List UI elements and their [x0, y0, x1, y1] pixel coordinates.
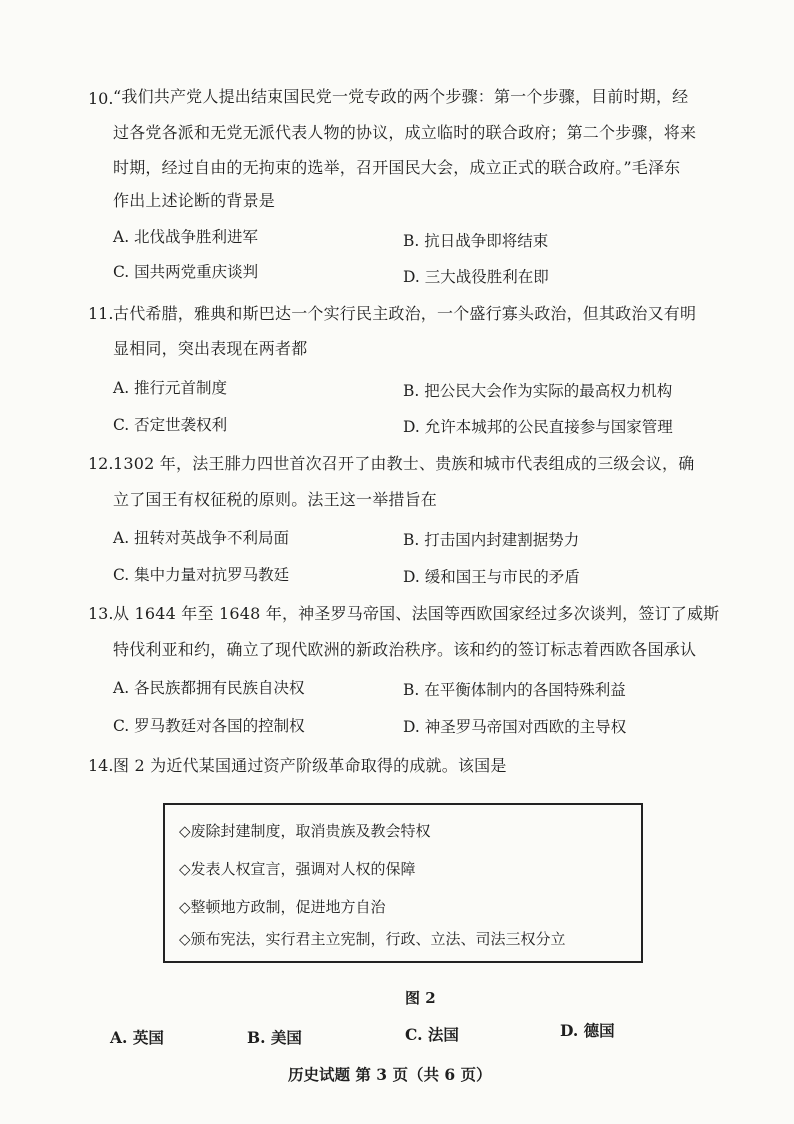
- option-c: C. 国共两党重庆谈判: [113, 263, 259, 281]
- option-d: D. 允许本城邦的公民直接参与国家管理: [403, 418, 673, 436]
- option-d: D. 缓和国王与市民的矛盾: [403, 568, 580, 586]
- question-number: 14.: [88, 756, 114, 775]
- option-a: A. 推行元首制度: [113, 379, 228, 397]
- option-b: B. 在平衡体制内的各国特殊利益: [403, 681, 626, 699]
- option-b: B. 把公民大会作为实际的最高权力机构: [403, 382, 673, 400]
- question-stem-line: 1302 年，法王腓力四世首次召开了由教士、贵族和城市代表组成的三级会议，确: [113, 454, 695, 473]
- figure-item: ◇整顿地方政制，促进地方自治: [179, 898, 386, 916]
- question-stem-line: 作出上述论断的背景是: [113, 191, 276, 210]
- question-number: 12.: [88, 454, 114, 473]
- question-number: 13.: [88, 604, 114, 623]
- option-d: D. 德国: [560, 1021, 615, 1040]
- option-b: B. 美国: [247, 1028, 302, 1047]
- question-stem-line: 立了国王有权征税的原则。法王这一举措旨在: [113, 490, 438, 509]
- question-stem-line: 过各党各派和无党无派代表人物的协议，成立临时的联合政府；第二个步骤，将来: [113, 123, 697, 142]
- option-d: D. 神圣罗马帝国对西欧的主导权: [403, 718, 627, 736]
- figure-caption: 图 2: [405, 989, 436, 1007]
- option-a: A. 英国: [110, 1028, 164, 1047]
- question-stem-line: 时期，经过自由的无拘束的选举，召开国民大会，成立正式的联合政府。”毛泽东: [113, 158, 681, 177]
- option-a: A. 北伐战争胜利进军: [113, 228, 259, 246]
- figure-item: ◇废除封建制度，取消贵族及教会特权: [179, 822, 431, 840]
- option-d: D. 三大战役胜利在即: [403, 268, 549, 286]
- option-c: C. 罗马教廷对各国的控制权: [113, 717, 305, 735]
- question-stem-line: 图 2 为近代某国通过资产阶级革命取得的成就。该国是: [113, 756, 507, 775]
- option-c: C. 否定世袭权利: [113, 416, 228, 434]
- question-stem-line: “我们共产党人提出结束国民党一党专政的两个步骤：第一个步骤，目前时期，经: [113, 87, 689, 106]
- question-number: 10.: [88, 89, 114, 108]
- figure-2-box: [163, 803, 643, 963]
- figure-item: ◇发表人权宣言，强调对人权的保障: [179, 860, 416, 878]
- option-b: B. 打击国内封建割据势力: [403, 531, 580, 549]
- option-a: A. 各民族都拥有民族自决权: [113, 679, 305, 697]
- option-c: C. 法国: [405, 1025, 459, 1044]
- question-stem-line: 古代希腊，雅典和斯巴达一个实行民主政治，一个盛行寡头政治，但其政治又有明: [113, 304, 697, 323]
- question-stem-line: 显相同，突出表现在两者都: [113, 339, 308, 358]
- question-stem-line: 特伐利亚和约，确立了现代欧洲的新政治秩序。该和约的签订标志着西欧各国承认: [113, 640, 697, 659]
- option-c: C. 集中力量对抗罗马教廷: [113, 566, 290, 584]
- page-footer: 历史试题 第 3 页（共 6 页）: [288, 1065, 492, 1084]
- question-number: 11.: [88, 304, 114, 323]
- question-stem-line: 从 1644 年至 1648 年，神圣罗马帝国、法国等西欧国家经过多次谈判，签订了威斯: [113, 604, 720, 623]
- option-b: B. 抗日战争即将结束: [403, 232, 549, 250]
- option-a: A. 扭转对英战争不利局面: [113, 529, 290, 547]
- figure-item: ◇颁布宪法，实行君主立宪制，行政、立法、司法三权分立: [179, 930, 566, 948]
